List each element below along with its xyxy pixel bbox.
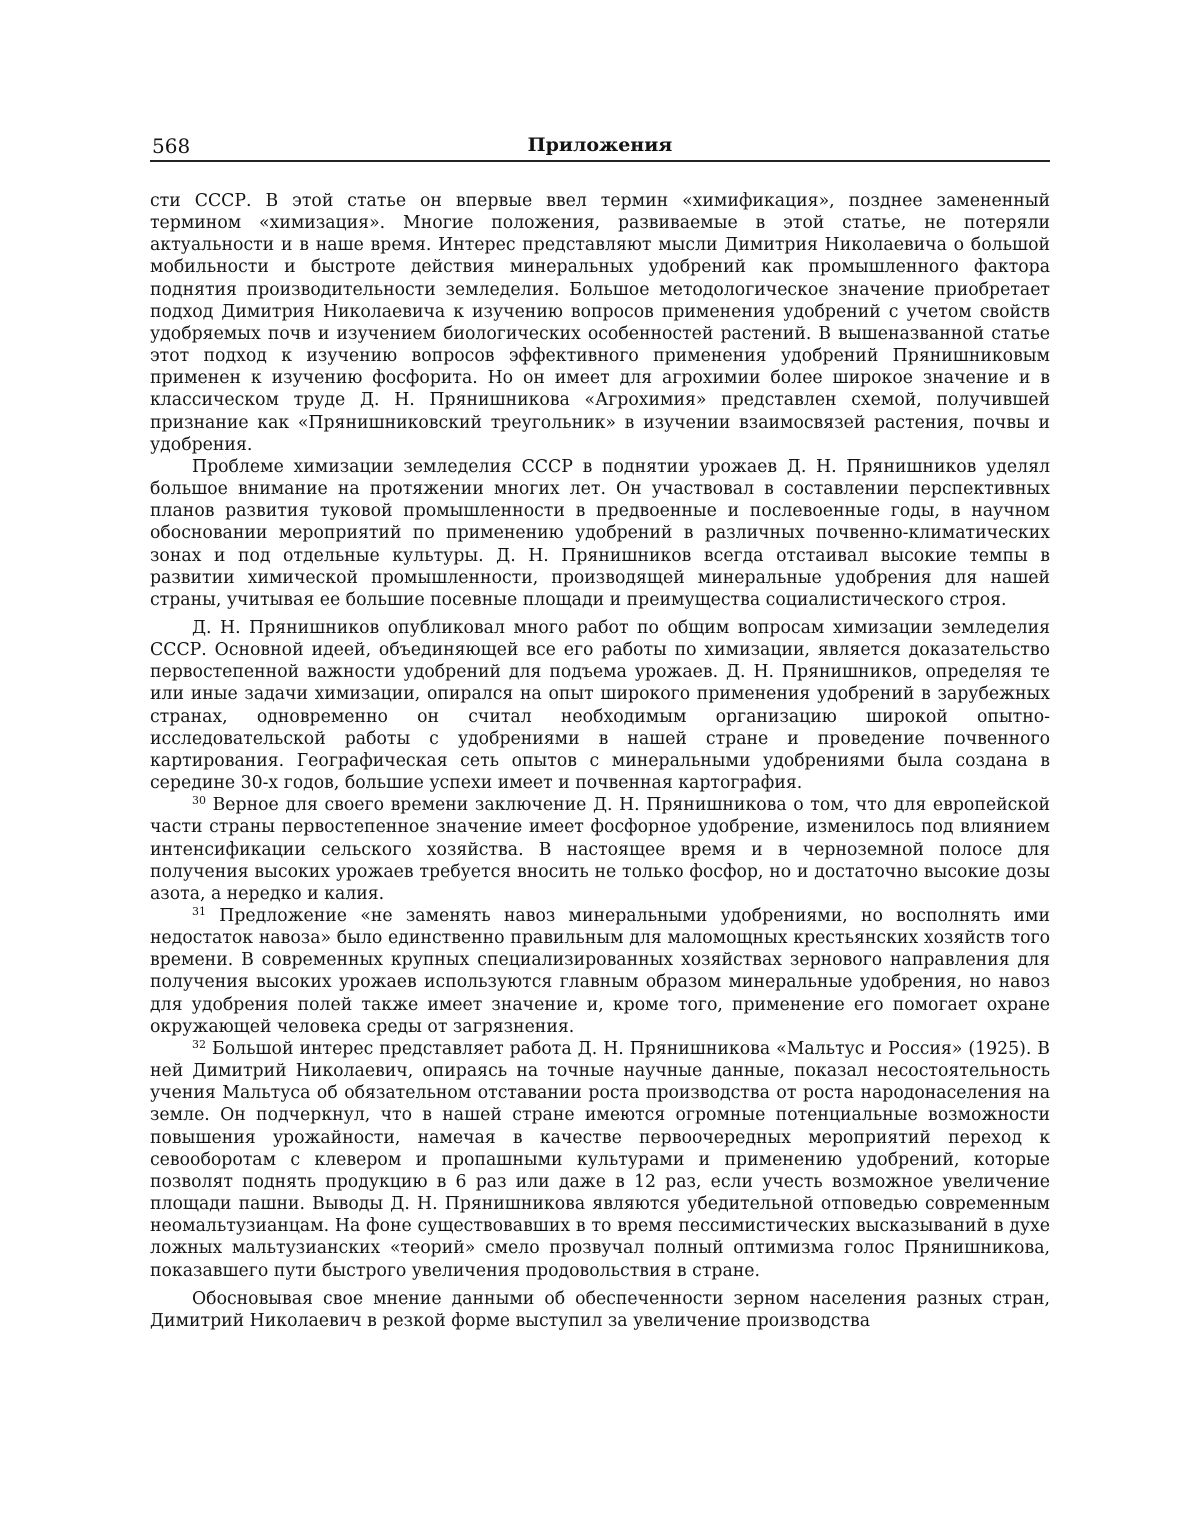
- running-title: Приложения: [150, 134, 1050, 156]
- footnote-text: Большой интерес представляет работа Д. Н. Прянишникова «Мальтус и Россия» (1925). В ней Димитрий Николаевич, опираясь на точные научные данные, показал несостоятельность учения Мальтуса об обязательном отставании роста производства от роста народонаселения на земле. Он подчеркнул, что в нашей стране имеются огромные потенциальные возможности повышения урожайности, намечая в качестве первоочередных мероприятий переход к севооборотам с клевером и пропашными культурами и применению удобрений, которые позволят поднять продукцию в 6 раз или даже в 12 раз, если учесть возможное увеличение площади пашни. Выводы Д. Н. Прянишникова являются убедительной отповедью современным неомальтузианцам. На фоне существовавших в то время пессимистических высказываний в духе ложных мальтузианских «теорий» смело прозвучал полный оптимизма голос Прянишникова, показавшего пути быстрого увеличения продовольствия в стране.: [150, 1039, 1050, 1281]
- footnote-marker: 32: [192, 1038, 206, 1051]
- page-body: [150, 190, 1050, 1332]
- footnote-text: Предложение «не заменять навоз минеральными удобрениями, но восполнять ими недостаток навоза» было единственно правильным для маломощных крестьянских хозяйств того времени. В современных крупных специализированных хозяйствах зернового направления для получения высоких урожаев используются главным образом минеральные удобрения, но навоз для удобрения полей также имеет значение и, кроме того, применение его помогает охране окружающей человека среды от загрязнения.: [150, 906, 1050, 1037]
- footnote-32: [150, 1038, 1050, 1282]
- page-number: 568: [152, 134, 190, 158]
- book-page: [150, 130, 1050, 1332]
- paragraph: Д. Н. Прянишников опубликовал много работ по общим вопросам химизации земледелия СССР. Основной идеей, объединяющей все его работы по химизации, является доказательство первостепенной важности удобрений для подъема урожаев. Д. Н. Прянишников, определяя те или иные задачи химизации, опирался на опыт широкого применения удобрений в зарубежных странах, одновременно он считал необходимым организацию широкой опытно-исследовательской работы с удобрениями в нашей стране и проведение почвенного картирования. Географическая сеть опытов с минеральными удобрениями была создана в середине 30-х годов, большие успехи имеет и почвенная картография.: [150, 617, 1050, 794]
- footnote-text: Верное для своего времени заключение Д. Н. Прянишникова о том, что для европейской части страны первостепенное значение имеет фосфорное удобрение, изменилось под влиянием интенсификации сельского хозяйства. В настоящее время и в черноземной полосе для получения высоких урожаев требуется вносить не только фосфор, но и достаточно высокие дозы азота, а нередко и калия.: [150, 795, 1050, 904]
- footnote-31: [150, 905, 1050, 1038]
- footnote-30: [150, 794, 1050, 905]
- paragraph-continuation: сти СССР. В этой статье он впервые ввел термин «химификация», позднее замененный термином «химизация». Многие положения, развиваемые в этой статье, не потеряли актуальности и в наше время. Интерес представляют мысли Димитрия Николаевича о большой мобильности и быстроте действия минеральных удобрений как промышленного фактора поднятия производительности земледелия. Большое методологическое значение приобретает подход Димитрия Николаевича к изучению вопросов применения удобрений с учетом свойств удобряемых почв и изучением биологических особенностей растений. В вышеназванной статье этот подход к изучению вопросов эффективного применения удобрений Прянишниковым применен к изучению фосфорита. Но он имеет для агрохимии более широкое значение и в классическом труде Д. Н. Прянишникова «Агрохимия» представлен схемой, получившей признание как «Прянишниковский треугольник» в изучении взаимосвязей растения, почвы и удобрения.: [150, 190, 1050, 456]
- paragraph: Обосновывая свое мнение данными об обеспеченности зерном населения разных стран, Димитрий Николаевич в резкой форме выступил за увеличение производства: [150, 1288, 1050, 1332]
- paragraph: Проблеме химизации земледелия СССР в поднятии урожаев Д. Н. Прянишников уделял большое внимание на протяжении многих лет. Он участвовал в составлении перспективных планов развития туковой промышленности в предвоенные и послевоенные годы, в научном обосновании мероприятий по применению удобрений в различных почвенно-климатических зонах и под отдельные культуры. Д. Н. Прянишников всегда отстаивал высокие темпы в развитии химической промышленности, производящей минеральные удобрения для нашей страны, учитывая ее большие посевные площади и преимущества социалистического строя.: [150, 456, 1050, 611]
- footnote-marker: 31: [192, 905, 206, 918]
- footnote-marker: 30: [192, 794, 206, 807]
- page-header: [150, 130, 1050, 162]
